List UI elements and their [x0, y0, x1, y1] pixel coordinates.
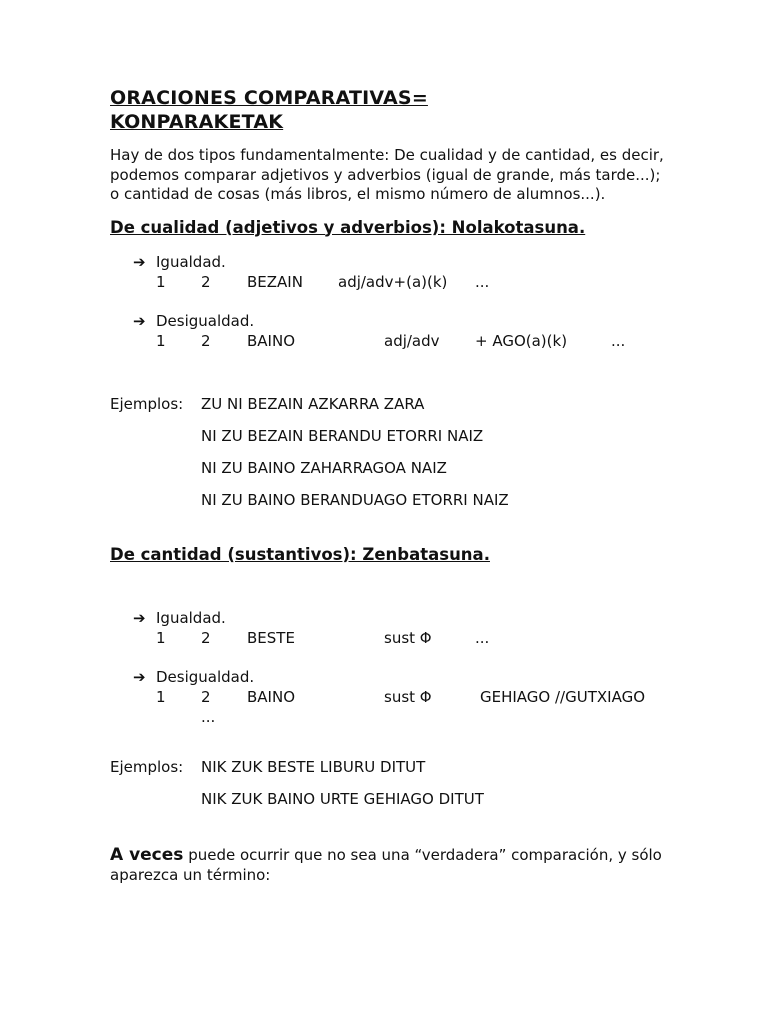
title-line-1: ORACIONES COMPARATIVAS=: [110, 87, 428, 109]
example-row: [110, 458, 670, 490]
example-row: [110, 490, 670, 522]
final-text: puede ocurrir que no sea una “verdadera” comparación, y sólo aparezca un término:: [110, 845, 662, 884]
cantidad-desigualdad-bullet: [110, 667, 670, 687]
example-row: [110, 757, 670, 789]
pattern-keyword: BESTE: [247, 628, 295, 647]
right-arrow-icon: ➔: [133, 252, 146, 271]
cantidad-desigualdad-pattern: [110, 687, 670, 707]
cantidad-igualdad-pattern: [110, 628, 670, 648]
pattern-term-2: 2: [201, 687, 211, 706]
pattern-term-2: 2: [201, 272, 211, 291]
cantidad-heading: De cantidad (sustantivos): Zenbatasuna.: [110, 544, 490, 564]
cualidad-desigualdad-label: Desigualdad.: [156, 311, 255, 330]
example-text: NI ZU BAINO BERANDUAGO ETORRI NAIZ: [201, 490, 509, 509]
cualidad-igualdad-pattern: [110, 272, 670, 292]
example-text: ZU NI BEZAIN AZKARRA ZARA: [201, 394, 425, 413]
example-text: NI ZU BEZAIN BERANDU ETORRI NAIZ: [201, 426, 484, 445]
cualidad-heading: De cualidad (adjetivos y adverbios): Nolakotasuna.: [110, 217, 586, 237]
pattern-term-1: 1: [156, 272, 166, 291]
final-bold-lead: A veces: [110, 844, 184, 865]
right-arrow-icon: ➔: [133, 311, 146, 330]
examples-label: Ejemplos:: [110, 757, 184, 776]
cualidad-examples: [110, 394, 670, 522]
example-row: [110, 789, 670, 821]
example-row: [110, 394, 670, 426]
cualidad-igualdad-bullet: [110, 252, 670, 272]
pattern-suffix: GEHIAGO //GUTXIAGO: [480, 687, 645, 706]
document-title: [110, 86, 670, 134]
cantidad-examples: [110, 757, 670, 821]
document-page: [110, 86, 670, 885]
example-text: NIK ZUK BAINO URTE GEHIAGO DITUT: [201, 789, 484, 808]
pattern-keyword: BEZAIN: [247, 272, 303, 291]
pattern-ellipsis: ...: [611, 331, 626, 350]
pattern-category: sust Φ: [384, 628, 432, 647]
cantidad-igualdad-bullet: [110, 608, 670, 628]
cantidad-desigualdad-label: Desigualdad.: [156, 667, 255, 686]
example-text: NIK ZUK BESTE LIBURU DITUT: [201, 757, 426, 776]
right-arrow-icon: ➔: [133, 608, 146, 627]
pattern-term-2: 2: [201, 331, 211, 350]
pattern-keyword: BAINO: [247, 331, 296, 350]
pattern-suffix: + AGO(a)(k): [475, 331, 568, 350]
pattern-term-1: 1: [156, 628, 166, 647]
pattern-term-1: 1: [156, 687, 166, 706]
pattern-category: adj/adv: [384, 331, 440, 350]
cantidad-desigualdad-pattern-cont: [110, 707, 670, 727]
pattern-keyword: BAINO: [247, 687, 296, 706]
example-text: NI ZU BAINO ZAHARRAGOA NAIZ: [201, 458, 447, 477]
right-arrow-icon: ➔: [133, 667, 146, 686]
pattern-ellipsis: ...: [475, 272, 490, 291]
pattern-category: adj/adv+(a)(k): [338, 272, 448, 291]
title-line-2: KONPARAKETAK: [110, 111, 284, 133]
cualidad-igualdad-label: Igualdad.: [156, 252, 226, 271]
pattern-ellipsis: ...: [201, 707, 216, 726]
cantidad-igualdad-label: Igualdad.: [156, 608, 226, 627]
pattern-term-1: 1: [156, 331, 166, 350]
cualidad-desigualdad-pattern: [110, 331, 670, 351]
pattern-category: sust Φ: [384, 687, 432, 706]
pattern-term-2: 2: [201, 628, 211, 647]
intro-paragraph: Hay de dos tipos fundamentalmente: De cualidad y de cantidad, es decir, podemos comparar adjetivos y adverbios (igual de grande, más tarde...); o cantidad de cosas (más libros, el mismo número de alumnos...).: [110, 146, 664, 203]
final-paragraph: [110, 845, 670, 885]
example-row: [110, 426, 670, 458]
pattern-ellipsis: ...: [475, 628, 490, 647]
cualidad-desigualdad-bullet: [110, 311, 670, 331]
examples-label: Ejemplos:: [110, 394, 184, 413]
